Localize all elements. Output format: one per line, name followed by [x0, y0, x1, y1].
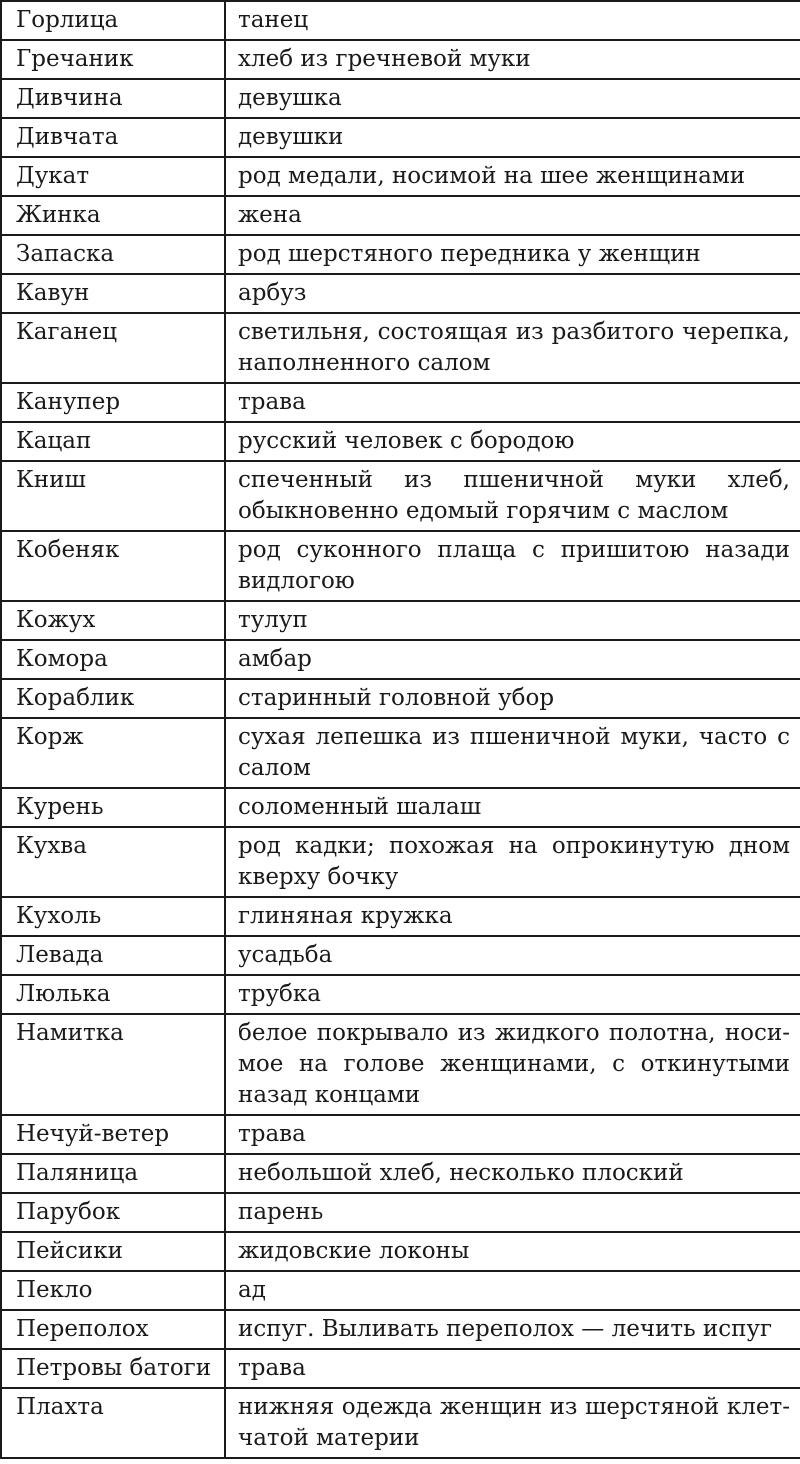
- table-row: [1, 313, 800, 383]
- table-row: [1, 1193, 800, 1232]
- definition-cell: жена: [225, 196, 800, 235]
- term-cell: Кавун: [1, 274, 225, 313]
- table-row: [1, 531, 800, 601]
- table-row: [1, 897, 800, 936]
- definition-cell: нижняя одежда женщин из шерстяной клетчатой материи: [225, 1388, 800, 1458]
- table-row: [1, 422, 800, 461]
- definition-cell: род шерстяного передника у женщин: [225, 235, 800, 274]
- definition-cell: спеченный из пшеничной муки хлеб, обыкновенно едомый горячим с маслом: [225, 461, 800, 531]
- table-row: [1, 1, 800, 40]
- term-cell: Запаска: [1, 235, 225, 274]
- table-row: [1, 975, 800, 1014]
- definition-cell: небольшой хлеб, несколько плоский: [225, 1154, 800, 1193]
- definition-cell: род кадки; похожая на опрокинутую дном кверху бочку: [225, 827, 800, 897]
- term-cell: Люлька: [1, 975, 225, 1014]
- table-row: [1, 118, 800, 157]
- definition-cell: род медали, носимой на шее женщинами: [225, 157, 800, 196]
- definition-cell: усадьба: [225, 936, 800, 975]
- definition-cell: хлеб из гречневой муки: [225, 40, 800, 79]
- term-cell: Гречаник: [1, 40, 225, 79]
- term-cell: Кобеняк: [1, 531, 225, 601]
- definition-cell: девушка: [225, 79, 800, 118]
- definition-cell: глиняная кружка: [225, 897, 800, 936]
- definition-cell: парень: [225, 1193, 800, 1232]
- table-row: [1, 1232, 800, 1271]
- table-row: [1, 1349, 800, 1388]
- table-row: [1, 1271, 800, 1310]
- definition-cell: род суконного плаща с пришитою назади видлогою: [225, 531, 800, 601]
- definition-cell: трава: [225, 383, 800, 422]
- definition-cell: трубка: [225, 975, 800, 1014]
- definition-cell: амбар: [225, 640, 800, 679]
- table-row: [1, 1388, 800, 1458]
- term-cell: Нечуй-ветер: [1, 1115, 225, 1154]
- table-row: [1, 679, 800, 718]
- definition-cell: девушки: [225, 118, 800, 157]
- definition-cell: жидовские локоны: [225, 1232, 800, 1271]
- definition-cell: старинный головной убор: [225, 679, 800, 718]
- table-row: [1, 1014, 800, 1115]
- term-cell: Кораблик: [1, 679, 225, 718]
- term-cell: Левада: [1, 936, 225, 975]
- table-row: [1, 1115, 800, 1154]
- term-cell: Канупер: [1, 383, 225, 422]
- term-cell: Каганец: [1, 313, 225, 383]
- table-row: [1, 718, 800, 788]
- table-row: [1, 196, 800, 235]
- table-row: [1, 1310, 800, 1349]
- term-cell: Дивчата: [1, 118, 225, 157]
- table-row: [1, 788, 800, 827]
- term-cell: Дивчина: [1, 79, 225, 118]
- term-cell: Парубок: [1, 1193, 225, 1232]
- definition-cell: светильня, состоящая из разбитого черепка, наполненного салом: [225, 313, 800, 383]
- table-row: [1, 383, 800, 422]
- glossary-body: [1, 1, 800, 1458]
- definition-cell: трава: [225, 1115, 800, 1154]
- term-cell: Переполох: [1, 1310, 225, 1349]
- table-row: [1, 157, 800, 196]
- term-cell: Жинка: [1, 196, 225, 235]
- term-cell: Плахта: [1, 1388, 225, 1458]
- definition-cell: арбуз: [225, 274, 800, 313]
- table-row: [1, 936, 800, 975]
- table-row: [1, 640, 800, 679]
- term-cell: Паляница: [1, 1154, 225, 1193]
- definition-cell: соломенный шалаш: [225, 788, 800, 827]
- table-row: [1, 274, 800, 313]
- term-cell: Намитка: [1, 1014, 225, 1115]
- definition-cell: ад: [225, 1271, 800, 1310]
- definition-cell: танец: [225, 1, 800, 40]
- table-row: [1, 1154, 800, 1193]
- definition-cell: русский человек с бородою: [225, 422, 800, 461]
- term-cell: Корж: [1, 718, 225, 788]
- definition-cell: белое покрывало из жидкого полотна, носимое на голове женщинами, с откинутыми назад концами: [225, 1014, 800, 1115]
- term-cell: Пекло: [1, 1271, 225, 1310]
- term-cell: Петровы батоги: [1, 1349, 225, 1388]
- table-row: [1, 827, 800, 897]
- table-row: [1, 461, 800, 531]
- term-cell: Кожух: [1, 601, 225, 640]
- table-row: [1, 40, 800, 79]
- definition-cell: трава: [225, 1349, 800, 1388]
- table-row: [1, 235, 800, 274]
- table-row: [1, 79, 800, 118]
- term-cell: Пейсики: [1, 1232, 225, 1271]
- term-cell: Курень: [1, 788, 225, 827]
- term-cell: Книш: [1, 461, 225, 531]
- term-cell: Кухоль: [1, 897, 225, 936]
- definition-cell: испуг. Выливать переполох — лечить испуг: [225, 1310, 800, 1349]
- definition-cell: сухая лепешка из пшеничной муки, часто с салом: [225, 718, 800, 788]
- term-cell: Горлица: [1, 1, 225, 40]
- term-cell: Кухва: [1, 827, 225, 897]
- table-row: [1, 601, 800, 640]
- definition-cell: тулуп: [225, 601, 800, 640]
- term-cell: Кацап: [1, 422, 225, 461]
- term-cell: Дукат: [1, 157, 225, 196]
- term-cell: Комора: [1, 640, 225, 679]
